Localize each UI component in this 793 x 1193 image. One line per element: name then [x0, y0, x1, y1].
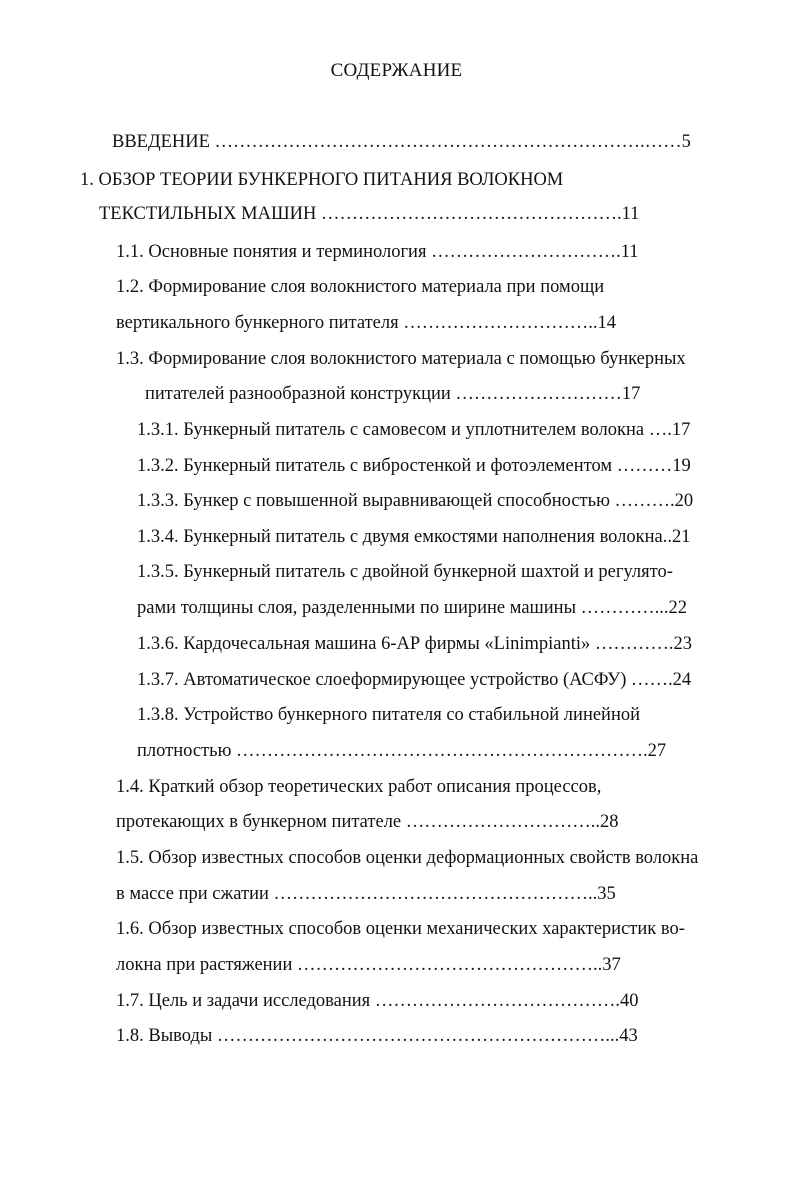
toc-entry-1-6-cont: локна при растяжении …………………………………………..37: [116, 955, 621, 975]
toc-entry-1-3-cont: питателей разнообразной конструкции ………………………17: [145, 384, 641, 404]
toc-entry-1-3-2: 1.3.2. Бункерный питатель с вибростенкой и фотоэлементом ………19: [137, 456, 691, 476]
toc-entry-1-4: 1.4. Краткий обзор теоретических работ описания процессов,: [116, 777, 602, 797]
toc-entry-chapter-1: 1. ОБЗОР ТЕОРИИ БУНКЕРНОГО ПИТАНИЯ ВОЛОКНОМ: [80, 170, 564, 190]
toc-entry-1-3-4: 1.3.4. Бункерный питатель с двумя емкостями наполнения волокна..21: [137, 527, 691, 547]
toc-entry-1-2: 1.2. Формирование слоя волокнистого материала при помощи: [116, 277, 605, 297]
toc-entry-1-5: 1.5. Обзор известных способов оценки деформационных свойств волокна: [116, 848, 699, 868]
toc-entry-1-3-5-cont: рами толщины слоя, разделенными по ширине машины …………...22: [137, 598, 688, 618]
toc-entry-1-8: 1.8. Выводы ………………………………………………………...43: [116, 1026, 638, 1046]
toc-entry-1-5-cont: в массе при сжатии ……………………………………………..35: [116, 884, 616, 904]
toc-entry-1-6: 1.6. Обзор известных способов оценки механических характеристик во-: [116, 919, 685, 939]
toc-entry-1-1: 1.1. Основные понятия и терминология ………………………….11: [116, 242, 639, 262]
toc-entry-1-7: 1.7. Цель и задачи исследования ………………………………….40: [116, 991, 639, 1011]
toc-entry-1-3: 1.3. Формирование слоя волокнистого материала с помощью бункерных: [116, 349, 686, 369]
toc-entry-1-3-7: 1.3.7. Автоматическое слоеформирующее устройство (АСФУ) …….24: [137, 670, 692, 690]
toc-entry-chapter-1-cont: ТЕКСТИЛЬНЫХ МАШИН ………………………………………….11: [99, 204, 640, 224]
toc-entry-introduction: ВВЕДЕНИЕ …………………………………………………………….……5: [112, 132, 691, 152]
toc-entry-1-3-3: 1.3.3. Бункер с повышенной выравнивающей способностью ……….20: [137, 491, 694, 511]
toc-entry-1-2-cont: вертикального бункерного питателя …………………………..14: [116, 313, 616, 333]
toc-entry-1-3-1: 1.3.1. Бункерный питатель с самовесом и уплотнителем волокна ….17: [137, 420, 691, 440]
toc-entry-1-3-6: 1.3.6. Кардочесальная машина 6-АР фирмы «Linimpianti» ………….23: [137, 634, 693, 654]
toc-entry-1-3-8: 1.3.8. Устройство бункерного питателя со стабильной линейной: [137, 705, 641, 725]
toc-entry-1-3-5: 1.3.5. Бункерный питатель с двойной бункерной шахтой и регулято-: [137, 562, 673, 582]
toc-entry-1-3-8-cont: плотностью ………………………………………………………….27: [137, 741, 667, 761]
toc-entry-1-4-cont: протекающих в бункерном питателе …………………………..28: [116, 812, 619, 832]
page-title: СОДЕРЖАНИЕ: [330, 60, 463, 81]
